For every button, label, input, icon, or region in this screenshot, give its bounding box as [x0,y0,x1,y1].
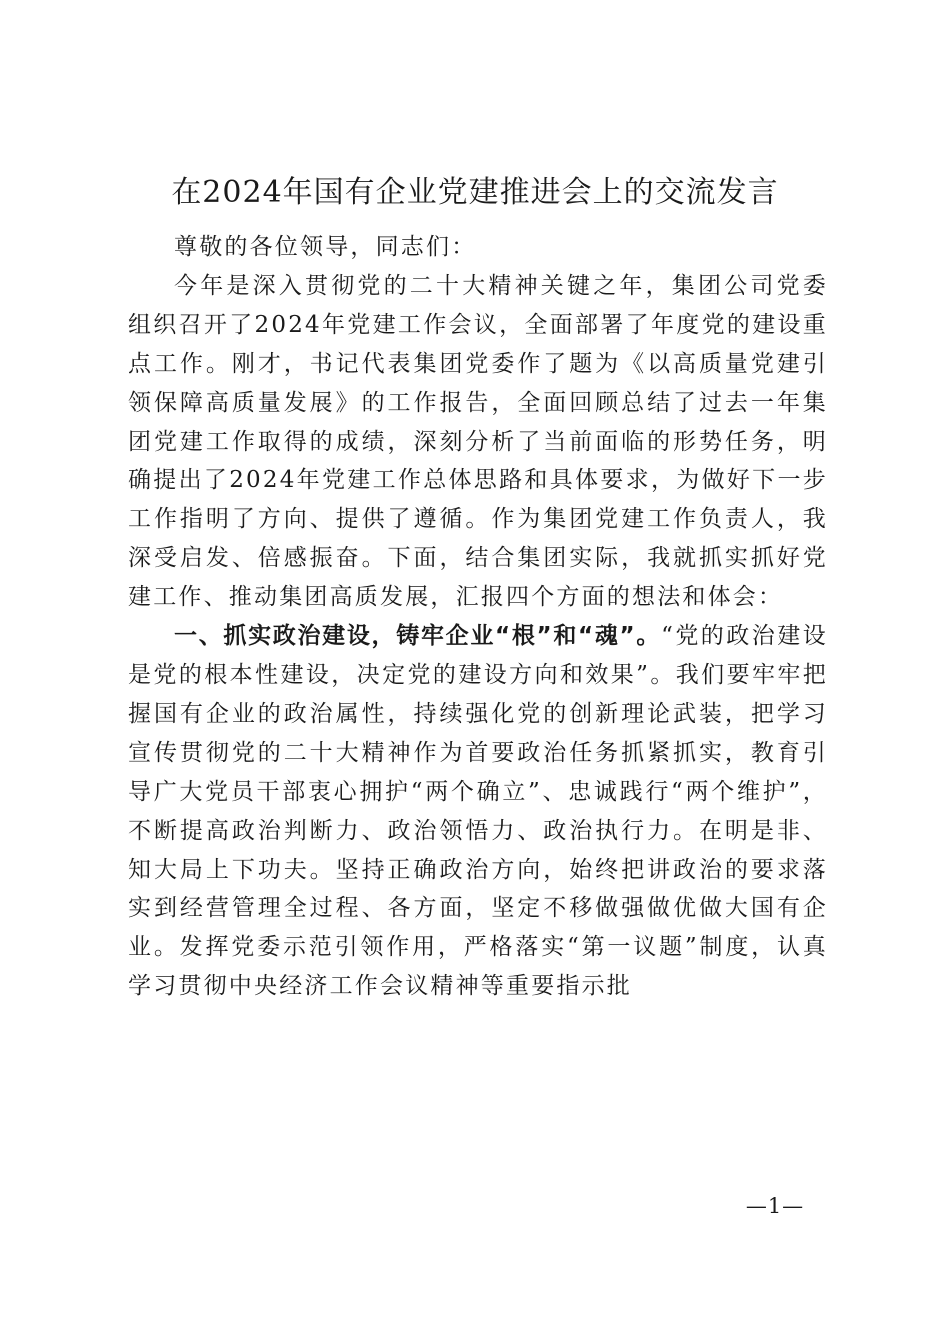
document-title: 在2024年国有企业党建推进会上的交流发言 [171,175,779,210]
paragraph-intro: 今年是深入贯彻党的二十大精神关键之年，集团公司党委组织召开了2024年党建工作会议，全面部署了年度党的建设重点工作。刚才，书记代表集团党委作了题为《以高质量党建引领保障高质量发展》的工作报告，全面回顾总结了过去一年集团党建工作取得的成绩，深刻分析了当前面临的形势任务，明确提出了2024年党建工作总体思路和具体要求，为做好下一步工作指明了方向、提供了遵循。作为集团党建工作负责人，我深受启发、倍感振奋。下面，结合集团实际，我就抓实抓好党建工作、推动集团高质发展，汇报四个方面的想法和体会： [128,272,828,611]
paragraph-section-1 [128,617,828,1006]
document-body [128,228,828,1006]
salutation: 尊敬的各位领导，同志们： [174,234,477,260]
section-1-heading: 一、抓实政治建设，铸牢企业“根”和“魂”。 [174,623,662,650]
section-1-body: “党的政治建设是党的根本性建设，决定党的建设方向和效果”。我们要牢牢把握国有企业的政治属性，持续强化党的创新理论武装，把学习宣传贯彻党的二十大精神作为首要政治任务抓紧抓实，教育引导广大党员干部衷心拥护“两个确立”、忠诚践行“两个维护”，不断提高政治判断力、政治领悟力、政治执行力。在明是非、知大局上下功夫。坚持正确政治方向，始终把讲政治的要求落实到经营管理全过程、各方面，坚定不移做强做优做大国有企业。发挥党委示范引领作用，严格落实“第一议题”制度，认真学习贯彻中央经济工作会议精神等重要指示批 [128,623,828,1000]
page-number: —1— [745,1194,805,1218]
